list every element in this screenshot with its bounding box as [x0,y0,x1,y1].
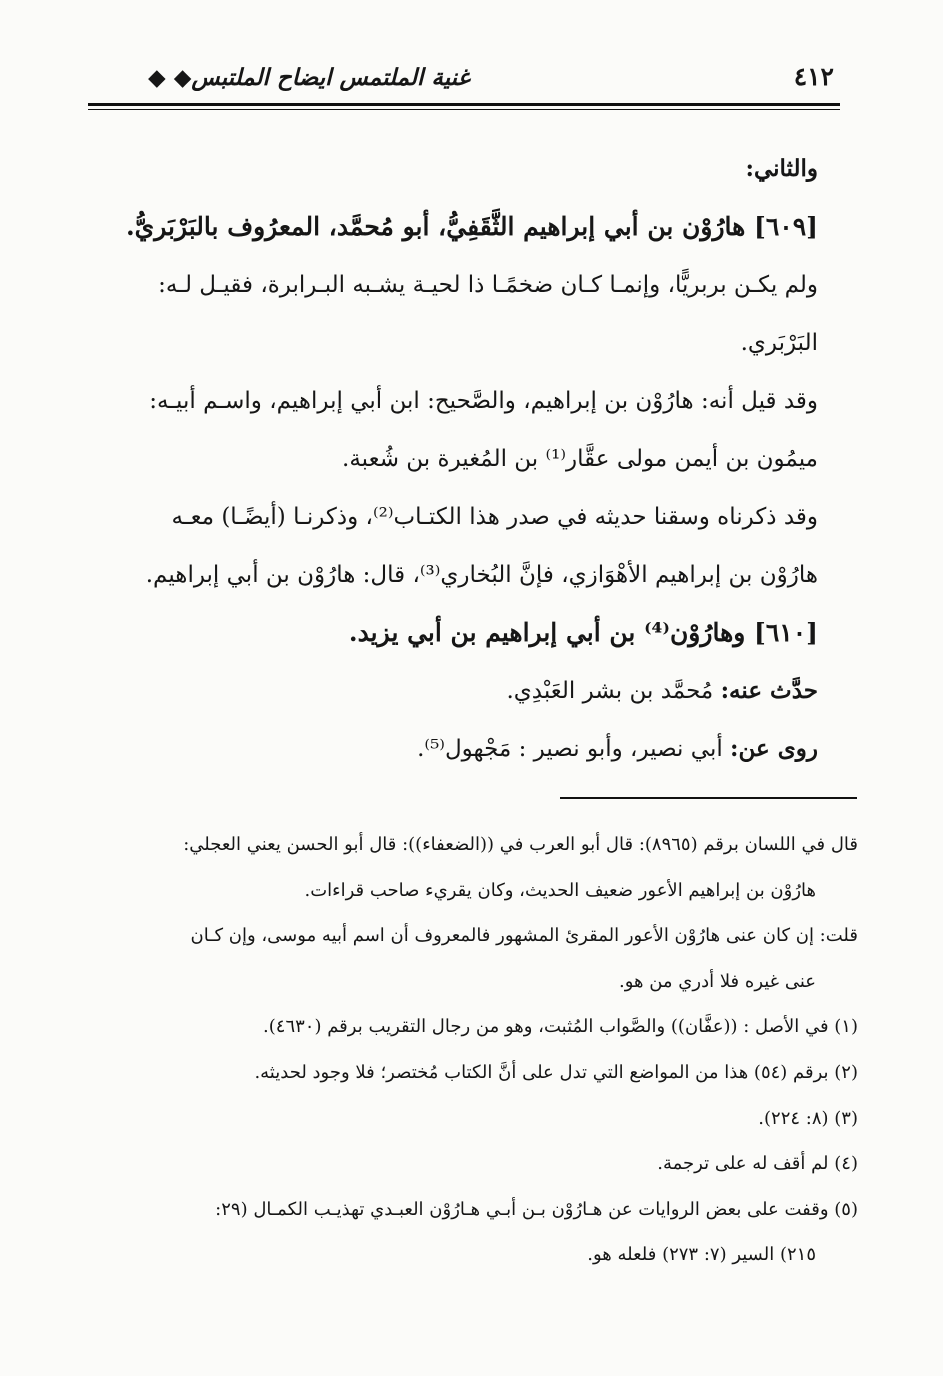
text-line: وقد قيل أنه: هارُوْن بن إبراهيم، والصَّحيح: ابن أبي إبراهيم، واسـم أبيـه: [149,388,818,414]
text-line: هارُوْن بن إبراهيم الأهْوَازي، فإنَّ البُخاري⁽³⁾، قال: هارُوْن بن أبي إبراهيم. [145,562,818,588]
footnote-5-continued: ٢١٥) السير (٧: ٢٧٣) فلعله هو. [587,1244,816,1266]
footnote-2: (٢) برقم (٥٤) هذا من المواضع التي تدل على أنَّ الكتاب مُختصر؛ فلا وجود لحديثه. [254,1061,858,1083]
main-text [90,140,818,778]
section-heading: والثاني: [745,155,818,182]
footnote-5: (٥) وقفت على بعض الروايات عن هـارُوْن بـن أبـي هـارُوْن العبـدي تهذيـب الكمـال (٢٩: [215,1198,858,1220]
narrated-by-line [90,720,818,778]
running-title: غنية الملتمس ايضاح الملتبس◆ ◆ [148,64,470,91]
narrated-from-line [90,662,818,720]
header-rule-thick [88,103,840,106]
narrated-by-text: أبي نصير، وأبو نصير : مَجْهول⁽⁵⁾. [417,736,731,762]
footnotes [88,822,858,1278]
narrated-text: مُحمَّد بن بشر العَبْدِي. [506,678,721,704]
entry-610-heading: [٦١٠] وهارُوْن⁽⁴⁾ بن أبي إبراهيم بن أبي يزيد. [348,618,818,647]
text-line: ولم يكـن بربريًّا، وإنمـا كـان ضخمًـا ذا لحيـة يشـبه البـرابرة، فقيـل لـه: [158,272,818,298]
text-line: البَرْبَري. [740,330,818,356]
footnote-4: (٤) لم أقف له على ترجمة. [657,1153,858,1175]
footnote-separator [560,797,857,799]
page-number: ٤١٢ [793,62,834,91]
footnote-line: قال في اللسان برقم (٨٩٦٥): قال أبو العرب في ((الضعفاء)): قال أبو الحسن يعني العجلي: [183,834,858,855]
entry-609-heading: [٦٠٩] هارُوْن بن أبي إبراهيم الثَّقَفِيُّ، أبو مُحمَّد، المعرُوف بالبَرْبَريُّ. [125,212,818,241]
text-line: ميمُون بن أيمن مولى عقَّار⁽¹⁾ بن المُغيرة بن شُعبة. [342,446,818,472]
text-line: وقد ذكرناه وسقنا حديثه في صدر هذا الكتـاب⁽²⁾، وذكرنـا (أيضًـا) معـه [171,504,818,530]
footnote-line: قلت: إن كان عنى هارُوْن الأعور المقرئ المشهور فالمعروف أن اسم أبيه موسى، وإن كـان [190,925,858,947]
footnote-line: هارُوْن بن إبراهيم الأعور ضعيف الحديث، وكان يقريء صاحب قراءات. [304,879,816,901]
page-header [88,58,840,98]
header-rule-thin [88,109,840,110]
narrated-by-label: روى عن: [730,735,818,762]
footnote-line: عنى غيره فلا أدري من هو. [619,970,816,992]
narrated-label: حدَّث عنه: [720,677,818,704]
footnote-3: (٣) (٨: ٢٢٤). [758,1107,858,1129]
footnote-1: (١) في الأصل : ((عفَّان)) والصَّواب المُثبت، وهو من رجال التقريب برقم (٤٦٣٠). [263,1016,858,1038]
